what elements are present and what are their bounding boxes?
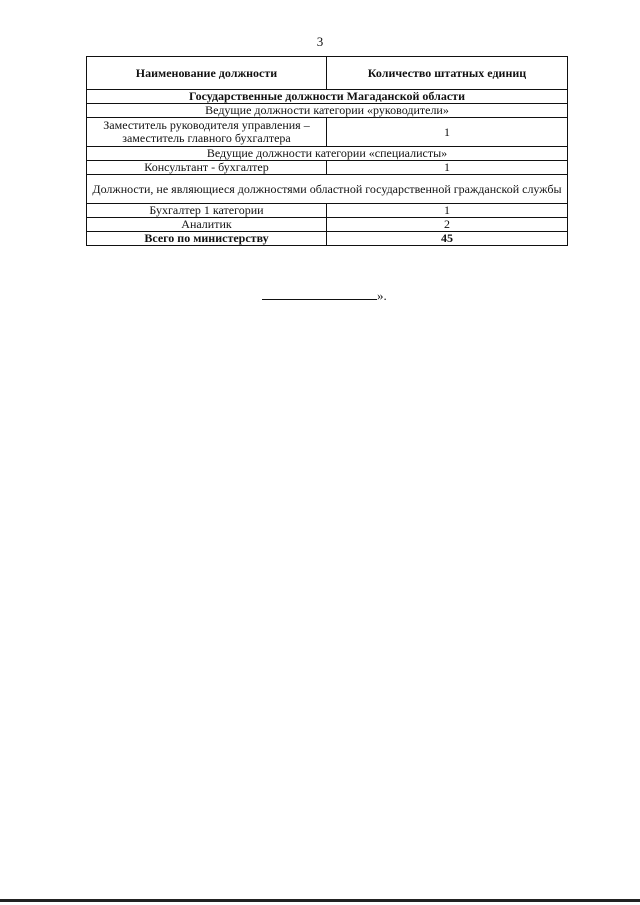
- position-count-cell: 1: [327, 204, 568, 218]
- table-row: [87, 161, 568, 175]
- table-row: [87, 204, 568, 218]
- signature-blank-line: [262, 287, 377, 300]
- section-heading: Должности, не являющиеся должностями областной государственной гражданской службы: [87, 175, 568, 204]
- position-name-cell: Бухгалтер 1 категории: [87, 204, 327, 218]
- table-row: [87, 175, 568, 204]
- page-bottom-edge: [0, 899, 640, 902]
- table-header-row: [87, 57, 568, 90]
- total-count-cell: 45: [327, 232, 568, 246]
- staff-table: [86, 56, 568, 246]
- table-row: [87, 104, 568, 118]
- position-count-cell: 1: [327, 161, 568, 175]
- section-heading: Государственные должности Магаданской области: [87, 90, 568, 104]
- position-name-cell: Консультант - бухгалтер: [87, 161, 327, 175]
- table-total-row: [87, 232, 568, 246]
- position-name-cell: Заместитель руководителя управления – заместитель главного бухгалтера: [87, 118, 327, 147]
- table-row: [87, 218, 568, 232]
- table-row: [87, 90, 568, 104]
- table-row: [87, 147, 568, 161]
- total-label-cell: Всего по министерству: [87, 232, 327, 246]
- section-heading: Ведущие должности категории «руководители»: [87, 104, 568, 118]
- position-count-cell: 1: [327, 118, 568, 147]
- position-name-cell: Аналитик: [87, 218, 327, 232]
- closing-line: [262, 287, 387, 304]
- closing-quote-mark: ».: [377, 288, 387, 303]
- page-number: 3: [316, 34, 324, 49]
- position-count-cell: 2: [327, 218, 568, 232]
- header-position-name: Наименование должности: [87, 57, 327, 90]
- table-row: [87, 118, 568, 147]
- section-heading: Ведущие должности категории «специалисты»: [87, 147, 568, 161]
- header-count: Количество штатных единиц: [327, 57, 568, 90]
